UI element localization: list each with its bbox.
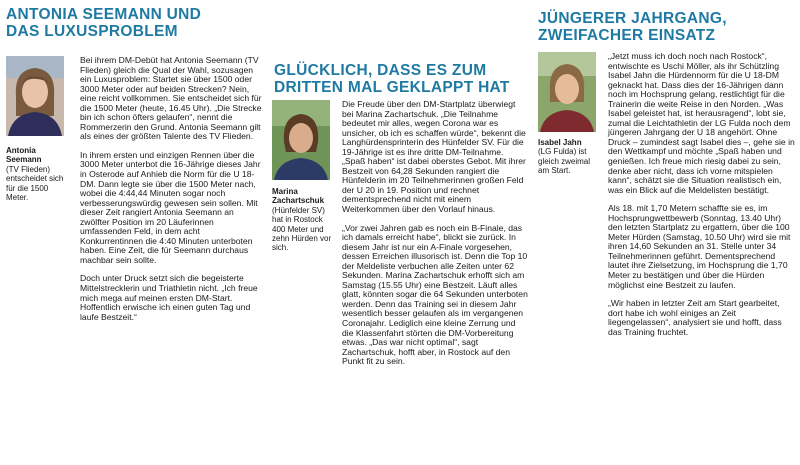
headline (274, 62, 510, 96)
caption-name: Seemann (6, 155, 42, 165)
athlete-photo (538, 52, 596, 132)
headline (538, 10, 727, 44)
portrait-image (538, 52, 596, 132)
paragraph: Als 18. mit 1,70 Metern schaffte sie es, im Hochsprungwettbewerb (Sonntag, 13.40 Uhr) den letzten Startplatz zu ergattern, über die 100 Meter Hürden (Samstag, 10.50 Uhr) wird sie mit ihren 14,60 Sekunden an 31. Stelle unter 34 Teilnehmerinnen geführt. Dementsprechend lautet ihre Zielsetzung, im Hochsprung die 1,70 Meter zu bestätigen und über die Hürden möglichst eine Bestzeit zu laufen. (608, 203, 791, 290)
portrait-image (272, 100, 330, 180)
headline-line: ZWEIFACHER EINSATZ (538, 27, 716, 44)
paragraph: „Jetzt muss ich doch noch nach Rostock“, entwischte es Uschi Möller, als ihr Schützling Isabel Jahn die Hürdennorm für die U 18-DM geknackt hat. Dass dies der 16-Jährigen dann noch im Hochsprung gelang, restlichtigt für die Trainerin die weite Reise in den Norden. „Was Isabel geleistet hat, ist herausragend“, lobt sie, zumal die Leichtathletin der LG Fulda noch dem jüngeren Jahrgang der U 18 angehört. Ohne Druck – zumindest sagt Isabel dies –, gehe sie in den Wettkampf und möchte „Spaß haben und genießen. Ich freue mich riesig dabei zu sein, denke aber nicht, dass ich vorne mitspielen kann“, schätzt sie die Situation realistisch ein, was ein Blick auf die Meldelisten bestätigt. (608, 51, 795, 195)
caption-text: (TV Flieden) entscheidet sich für die 1500 Meter. (6, 164, 64, 203)
paragraph: In ihrem ersten und einzigen Rennen über die 3000 Meter unterbot die 16-Jährige dieses Jahr in Osterode auf Anhieb die Norm für die U 18-DM. Dann legte sie über die 1500 Meter nach, wobei die 4:44,44 Minuten sogar noch verbesserungswürdig gewesen sein sollen. Mit dieser Zeit rangiert Antonia Seemann an zwölfter Position im 20 Läuferinnen umfassenden Feld, in dem acht Konkurrentinnen die 4:40 Minuten unterboten haben. Eine Zeit, die für Seemann durchaus machbar sein sollte. (80, 149, 261, 265)
headline-line: DAS LUXUSPROBLEM (6, 23, 178, 40)
caption-name: Zachartschuk (272, 196, 325, 206)
headline (6, 6, 201, 40)
photo-caption (272, 187, 334, 253)
article-body (342, 100, 528, 376)
paragraph: Doch unter Druck setzt sich die begeisterte Mittelstrecklerin und Triathletin nicht. „Ich freue mich mega auf meinen ersten DM-Start. Hoffentlich erwische ich einen guten Tag und laufe Bestzeit.“ (80, 273, 258, 322)
paragraph: Bei ihrem DM-Debüt hat Antonia Seemann (TV Flieden) gleich die Qual der Wahl, sozusagen ein Luxusproblem: Startet sie über 1500 oder 3000 Meter oder auf beiden Strecken? Nein, eine reicht vollkommen. Sie entscheidet sich für die 1500 Meter (heute, 16.45 Uhr). „Die Strecke bin ich schon öfters gelaufen“, nennt die Rommerzerin den Grund. Antonia Seemann gilt als eines der größten Talente des TV Flieden. (80, 55, 262, 142)
caption-text: (LG Fulda) ist gleich zweimal am Start. (538, 147, 591, 176)
paragraph: „Wir haben in letzter Zeit am Start gearbeitet, dort habe ich wohl einiges an Zeit liegengelassen“, analysiert sie und hofft, dass das Training fruchtet. (608, 298, 782, 337)
photo-caption (538, 138, 600, 176)
headline-line: GLÜCKLICH, DASS ES ZUM (274, 62, 487, 79)
headline-line: ANTONIA SEEMANN UND (6, 6, 202, 23)
caption-name: Marina (272, 187, 298, 196)
headline-line: DRITTEN MAL GEKLAPPT HAT (274, 79, 510, 96)
portrait-image (6, 56, 64, 136)
caption-text: (Hünfelder SV) hat in Rostock 400 Meter und zehn Hürden vor sich. (272, 205, 332, 253)
athlete-photo (6, 56, 64, 136)
paragraph: Die Freude über den DM-Startplatz überwiegt bei Marina Zachartschuk. „Die Teilnahme bedeutet mir alles, wegen Corona war es unsicher, ob ich es schaffen würde“, bekennt die Langhürdensprinterin des Hünfelder SV. Für die 19-Jährige ist es ihre dritte DM-Teilnahme. „Spaß haben“ ist dabei oberstes Gebot. Mit ihrer Bestzeit von 64,28 Sekunden rangiert die Hünfelderin im 20 Teilnehmerinnen großen Feld der U 20 in 19. Position und rechnet dementsprechend nicht mit einem Weiterkommen über den Vorlauf hinaus. (342, 99, 526, 215)
paragraph: „Vor zwei Jahren gab es noch ein B-Finale, das ich damals erreicht habe“, blickt sie zurück. In diesem Jahr ist nur ein A-Finale vorgesehen, dessen Erreichen illusorisch ist. Denn die Top 10 der Meldeliste verbuchen alle Zeiten unter 62 Sekunden. Marina Zachartschuk erhofft sich am Samstag (15.55 Uhr) eine Bestzeit. Läuft alles glatt, könnten sogar die 64 Sekunden unterboten werden. Denn das Training sei in diesem Jahr wesentlich besser gelaufen als im vergangenen Coronajahr. Lediglich eine kleine Zerrung und die Klassenfahrt störten die DM-Vorbereitung etwas. „Das war nicht optimal“, sagt Zachartschuk, hofft aber, in Rostock auf den Punkt fit zu sein. (342, 222, 528, 367)
article-body (608, 52, 796, 346)
caption-name: Isabel Jahn (538, 138, 582, 147)
headline-line: JÜNGERER JAHRGANG, (538, 10, 727, 27)
article-body (80, 56, 262, 331)
photo-caption (6, 146, 68, 202)
athlete-photo (272, 100, 330, 180)
caption-name: Antonia (6, 146, 36, 155)
